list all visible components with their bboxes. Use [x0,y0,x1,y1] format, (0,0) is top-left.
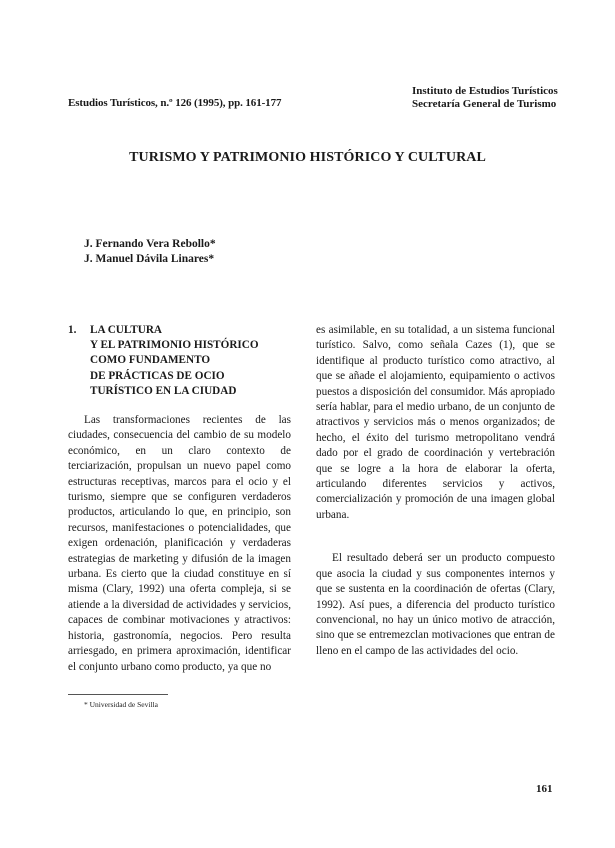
article-title: TURISMO Y PATRIMONIO HISTÓRICO Y CULTURAL [129,150,486,165]
institute-secretariat: Secretaría General de Turismo [412,98,557,110]
institute-header [412,85,558,111]
institute-name: Instituto de Estudios Turísticos [412,85,558,97]
paragraph-2: es asimilable, en su totalidad, a un sistema funcional turístico. Salvo, como señala Cazes (1), que se identifique al producto turístico como atractivo, al que se añade el alojamiento, equipamiento o activos puestos a disposición del consumidor. Más apropiado sería hablar, para el medio urbano, de un conjunto de atractivos y servicios más o menos organizados; de hecho, el éxito del turismo metropolitano vendrá dado por el grado de coordinación y vertebración que se logre a la hora de elaborar la oferta, articulando diferentes servicios y activos, comercialización y promoción de una imagen global urbana. [316,324,555,521]
author-2: J. Manuel Dávila Linares* [84,253,215,265]
footnote-affiliation: * Universidad de Sevilla [84,700,158,709]
section-title [90,323,291,399]
author-1: J. Fernando Vera Rebollo* [84,238,216,250]
right-column [316,323,555,659]
author-list [84,237,216,267]
section-title-line-1: LA CULTURA [90,324,163,336]
paragraph-1: Las transformaciones recientes de las ciudades, consecuencia del cambio de su modelo económico, en un claro contexto de terciarización, propulsan un nuevo papel como estructuras receptivas, marcos para el ocio y el turismo, siempre que se configuren verdaderos productos, articulando lo que, en principio, son recursos, manifestaciones o potencialidades, que exigen ordenación, planificación y verdaderas estrategias de marketing y difusión de la imagen urbana. Es cierto que la ciudad constituye en sí misma (Clary, 1992) una oferta compleja, si se atiende a la diversidad de actividades y servicios, capaces de combinar motivaciones y atractivos: historia, gastronomía, negocios. Pero resulta arriesgado, en primera aproximación, identificar el conjunto urbano como producto, ya que no [68,414,291,673]
section-title-line-4: DE PRÁCTICAS DE OCIO [90,369,225,382]
journal-citation: Estudios Turísticos, n.º 126 (1995), pp. 161-177 [68,97,282,109]
page-number: 161 [536,783,553,795]
footnote-divider [68,694,168,695]
section-title-line-2: Y EL PATRIMONIO HISTÓRICO [90,339,259,352]
section-heading [68,323,291,399]
paragraph-3: El resultado deberá ser un producto compuesto que asocia la ciudad y sus componentes internos y que se sustenta en la coordinación de ofertas (Clary, 1992). Así pues, a diferencia del producto turístico convencional, no hay un único motivo de atracción, sino que se entremezclan motivaciones que entran de lleno en el campo de las actividades del ocio. [316,552,555,657]
left-column [68,323,291,675]
section-number: 1. [68,324,77,336]
section-title-line-5: TURÍSTICO EN LA CIUDAD [90,384,237,397]
section-title-line-3: COMO FUNDAMENTO [90,354,211,367]
